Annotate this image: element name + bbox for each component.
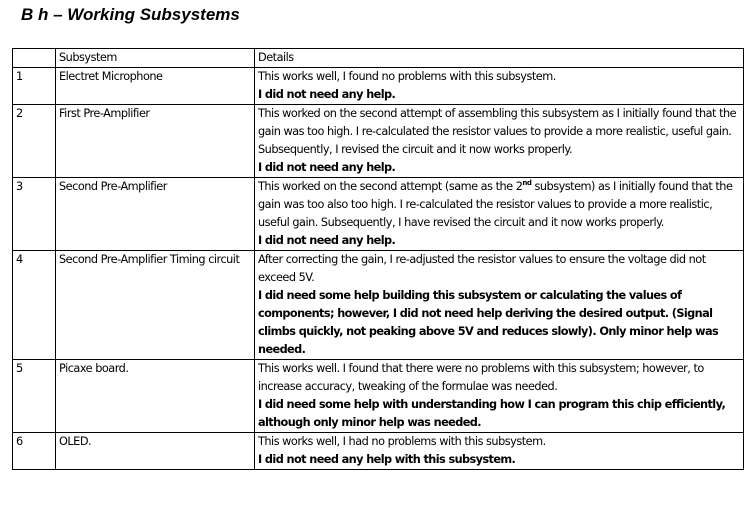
row-number: 4 — [13, 251, 56, 360]
row-details — [255, 360, 744, 433]
table-row — [13, 433, 744, 470]
header-number — [13, 49, 56, 68]
row-subsystem: OLED. — [56, 433, 255, 470]
subsystems-table — [12, 48, 744, 470]
row-number: 6 — [13, 433, 56, 470]
row-details — [255, 105, 744, 178]
details-text: This worked on the second attempt of assembling this subsystem as I initially found that the gain was too high. I re-calculated the resistor values to provide a more realistic, useful gain. Subsequently, I revised the circuit and it now works properly. — [258, 107, 737, 156]
row-number: 5 — [13, 360, 56, 433]
header-subsystem: Subsystem — [56, 49, 255, 68]
help-statement: I did not need any help. — [258, 161, 396, 174]
ordinal-superscript: nd — [522, 179, 532, 188]
row-subsystem: First Pre-Amplifier — [56, 105, 255, 178]
details-text: This works well, I had no problems with this subsystem. — [258, 435, 546, 448]
row-subsystem: Picaxe board. — [56, 360, 255, 433]
header-details: Details — [255, 49, 744, 68]
details-text: This works well. I found that there were no problems with this subsystem; however, to increase accuracy, tweaking of the formulae was needed. — [258, 362, 704, 393]
details-text — [258, 178, 740, 232]
row-details — [255, 178, 744, 251]
help-statement: I did not need any help. — [258, 88, 396, 101]
row-details — [255, 433, 744, 470]
details-text: After correcting the gain, I re-adjusted the resistor values to ensure the voltage did not exceed 5V. — [258, 253, 706, 284]
row-details — [255, 251, 744, 360]
row-number: 2 — [13, 105, 56, 178]
row-subsystem: Electret Microphone — [56, 68, 255, 105]
table-row — [13, 251, 744, 360]
details-text-start: This worked on the second attempt (same as the 2 — [258, 180, 523, 193]
help-statement: I did need some help with understanding how I can program this chip efficiently, although only minor help was needed. — [258, 398, 726, 429]
row-subsystem: Second Pre-Amplifier Timing circuit — [56, 251, 255, 360]
row-details — [255, 68, 744, 105]
page-title: B h – Working Subsystems — [21, 5, 240, 24]
table-row — [13, 105, 744, 178]
table-header-row — [13, 49, 744, 68]
help-statement: I did need some help building this subsystem or calculating the values of components; however, I did not need help deriving the desired output. (Signal climbs quickly, not peaking above 5V and reduces slowly). Only minor help was needed. — [258, 289, 719, 356]
details-text: This works well, I found no problems with this subsystem. — [258, 70, 556, 83]
table-row — [13, 360, 744, 433]
table-row — [13, 178, 744, 251]
row-number: 1 — [13, 68, 56, 105]
details-text-end: subsystem) as I initially found that the gain was too also too high. I re-calculated the resistor values to provide a more realistic, useful gain. Subsequently, I have revised the circuit and it now works properly. — [258, 180, 733, 229]
help-statement: I did not need any help with this subsystem. — [258, 453, 516, 466]
table-row — [13, 68, 744, 105]
help-statement: I did not need any help. — [258, 234, 396, 247]
row-subsystem: Second Pre-Amplifier — [56, 178, 255, 251]
row-number: 3 — [13, 178, 56, 251]
